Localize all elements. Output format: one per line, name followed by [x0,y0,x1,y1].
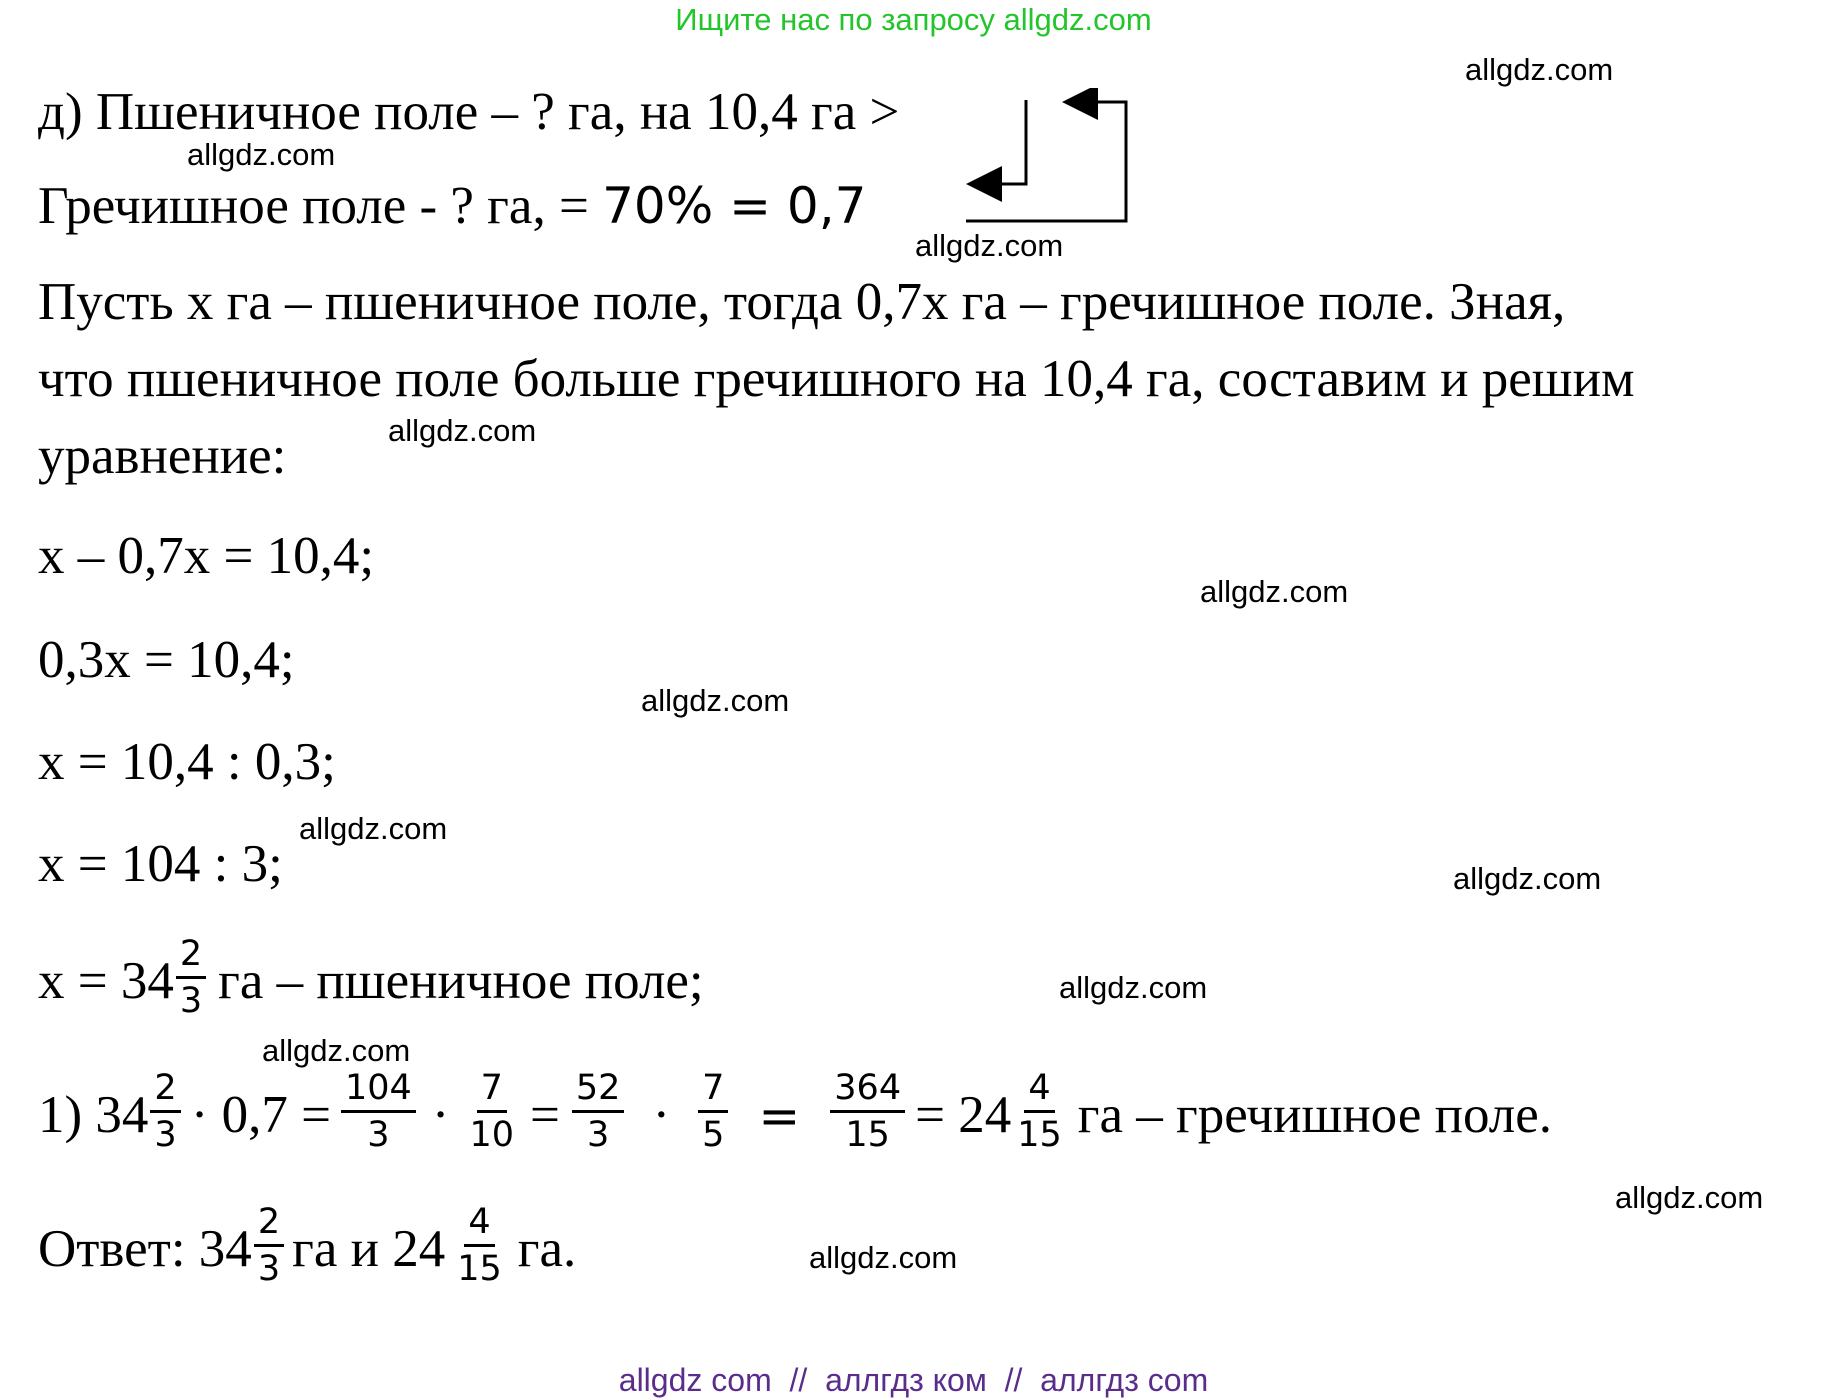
equation-1: х – 0,7х = 10,4; [38,527,375,585]
watermark: allgdz.com [262,1033,411,1068]
fraction-denominator: 15 [845,1115,890,1156]
step1-fraction-6 [1013,1068,1066,1156]
fraction-denominator: 3 [587,1115,610,1156]
step1-fraction-4 [698,1068,728,1156]
given-buckwheat-value: 70% = 0,7 [602,177,867,235]
fraction-numerator: 4 [1024,1068,1054,1113]
step1-equals-3: = [758,1086,801,1145]
equation-4: х = 104 : 3; [38,835,283,893]
fraction-numerator: 364 [830,1068,905,1113]
fraction-numerator: 2 [254,1202,284,1247]
given-wheat-line: д) Пшеничное поле – ? га, на 10,4 га > [38,83,900,141]
intro-line-1: Пусть х га – пшеничное поле, тогда 0,7х га – гречишное поле. Зная, [38,273,1566,331]
equation-2: 0,3х = 10,4; [38,631,295,689]
fraction-denominator: 5 [702,1115,725,1156]
fraction-numerator: 7 [698,1068,728,1113]
step1-equals-2: = [530,1086,560,1145]
step1-dot-1: · [431,1086,450,1145]
step1-mid: · 0,7 = [190,1086,331,1145]
fraction-denominator: 15 [457,1249,502,1290]
answer-fraction-2 [453,1202,506,1290]
answer-suffix: га. [517,1220,577,1279]
step1-equals-4: = 24 [915,1086,1012,1145]
step1-dot-2: · [652,1086,671,1145]
fraction-denominator: 10 [469,1115,514,1156]
footer-links: allgdz com // аллгдз ком // аллгдз com [618,1362,1209,1398]
given-buckwheat-line [38,177,867,235]
fraction-numerator: 4 [464,1202,494,1247]
top-banner: Ищите нас по запросу allgdz.com [675,2,1152,37]
watermark: allgdz.com [1200,574,1349,609]
watermark: allgdz.com [299,811,448,846]
answer-mid: га и 24 [292,1220,446,1279]
watermark: allgdz.com [641,683,790,718]
watermark: allgdz.com [1453,861,1602,896]
step1-fraction-5 [830,1068,905,1156]
fraction-denominator: 3 [367,1115,390,1156]
equation-3: х = 10,4 : 0,3; [38,733,336,791]
result-suffix: га – пшеничное поле; [218,952,704,1011]
watermark: allgdz.com [388,413,537,448]
step1-fraction-3 [572,1068,625,1156]
fraction-denominator: 3 [257,1249,281,1290]
fraction-denominator: 15 [1017,1115,1062,1156]
fraction-denominator: 3 [179,981,203,1022]
fraction-numerator: 52 [572,1068,625,1113]
watermark: allgdz.com [187,137,336,172]
comparison-arrows [960,88,1140,228]
fraction-denominator: 3 [154,1115,177,1156]
intro-line-3: уравнение: [38,427,287,485]
watermark: allgdz.com [1465,52,1614,87]
step1-fraction-2 [465,1068,518,1156]
watermark: allgdz.com [809,1240,958,1275]
result-prefix: х = 34 [38,952,174,1011]
watermark: allgdz.com [1615,1180,1764,1215]
watermark: allgdz.com [915,228,1064,263]
result-fraction [176,934,206,1022]
result-line [38,934,704,1026]
fraction-numerator: 2 [150,1068,180,1113]
answer-line [38,1202,577,1294]
step1-suffix: га – гречишное поле. [1077,1086,1552,1145]
step1-fraction-0 [150,1068,180,1156]
intro-line-2: что пшеничное поле больше гречишного на 10,4 га, составим и решим [38,350,1635,408]
step1-fraction-1 [341,1068,416,1156]
outer-arrow [966,102,1126,221]
fraction-numerator: 104 [341,1068,416,1113]
given-buckwheat-text: Гречишное поле - ? га, = [38,177,589,235]
inner-arrow [972,100,1026,184]
answer-prefix: Ответ: 34 [38,1220,252,1279]
step1-line [38,1068,1552,1160]
step1-prefix: 1) 34 [38,1086,149,1145]
fraction-numerator: 2 [176,934,206,979]
fraction-numerator: 7 [477,1068,507,1113]
watermark: allgdz.com [1059,970,1208,1005]
answer-fraction-1 [254,1202,284,1290]
